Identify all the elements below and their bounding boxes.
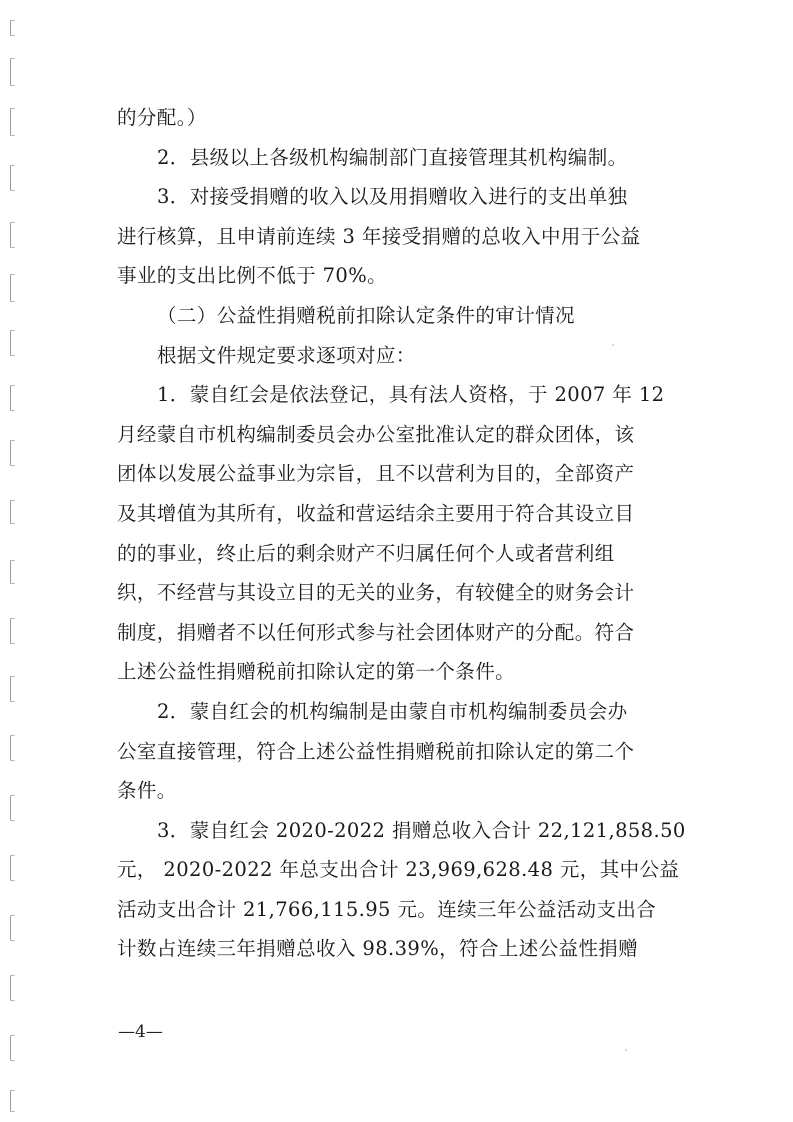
binding-hole-mark (10, 274, 15, 302)
binding-hole-mark (10, 1090, 15, 1112)
text-line: 团体以发展公益事业为宗旨，且不以营利为目的，全部资产 (117, 462, 635, 486)
text-line: 月经蒙自市机构编制委员会办公室批准认定的群众团体，该 (117, 422, 635, 446)
binding-hole-mark (10, 735, 15, 761)
text-line: 2．县级以上各级机构编制部门直接管理其机构编制。 (157, 145, 628, 169)
binding-hole-mark (10, 975, 15, 1001)
page-number: —4— (118, 1022, 163, 1042)
scan-speck (625, 1049, 627, 1051)
text-line: 根据文件规定要求逐项对应： (157, 343, 416, 367)
text-line: 元， 2020-2022 年总支出合计 23,969,628.48 元，其中公益 (117, 858, 680, 882)
binding-hole-mark (10, 676, 15, 702)
binding-hole-mark (10, 795, 15, 821)
text-line: 及其增值为其所有，收益和营运结余主要用于符合其设立目 (117, 501, 635, 525)
binding-hole-mark (10, 385, 15, 411)
text-line: 活动支出合计 21,766,115.95 元。连续三年公益活动支出合 (117, 897, 657, 921)
text-line: 的分配。） (117, 106, 207, 129)
text-line: 制度，捐赠者不以任何形式参与社会团体财产的分配。符合 (117, 620, 635, 644)
binding-hole-mark (10, 58, 15, 86)
text-line: 织，不经营与其设立目的无关的业务，有较健全的财务会计 (117, 581, 635, 605)
text-line: 上述公益性捐赠税前扣除认定的第一个条件。 (117, 660, 516, 684)
binding-hole-mark (10, 855, 15, 881)
text-line: 条件。 (117, 779, 177, 803)
text-line: 事业的支出比例不低于 70%。 (117, 264, 388, 288)
binding-hole-mark (10, 1035, 15, 1061)
text-line: 公室直接管理，符合上述公益性捐赠税前扣除认定的第二个 (117, 739, 635, 763)
binding-hole-mark (10, 165, 15, 191)
binding-hole-mark (10, 222, 15, 248)
text-line: 3．蒙自红会 2020-2022 捐赠总收入合计 22,121,858.50 (157, 818, 686, 842)
binding-hole-mark (10, 108, 15, 136)
text-line: （二）公益性捐赠税前扣除认定条件的审计情况 (157, 303, 575, 327)
text-line: 2．蒙自红会的机构编制是由蒙自市机构编制委员会办 (157, 699, 628, 723)
text-line: 的的事业，终止后的剩余财产不归属任何个人或者营利组 (117, 541, 615, 565)
document-body (117, 98, 695, 969)
binding-hole-mark (10, 330, 15, 356)
binding-hole-mark (10, 560, 15, 584)
binding-hole-mark (10, 618, 15, 644)
binding-margin (0, 0, 30, 1122)
text-line: 计数占连续三年捐赠总收入 98.39%，符合上述公益性捐赠 (117, 937, 639, 961)
binding-hole-mark (10, 440, 15, 466)
text-line: 进行核算，且申请前连续 3 年接受捐赠的总收入中用于公益 (117, 224, 641, 248)
binding-hole-mark (10, 20, 15, 36)
binding-hole-mark (10, 915, 15, 941)
binding-hole-mark (10, 500, 15, 524)
text-line: 1．蒙自红会是依法登记，具有法人资格，于 2007 年 12 (157, 383, 665, 407)
text-line: 3．对接受捐赠的收入以及用捐赠收入进行的支出单独 (157, 185, 628, 209)
